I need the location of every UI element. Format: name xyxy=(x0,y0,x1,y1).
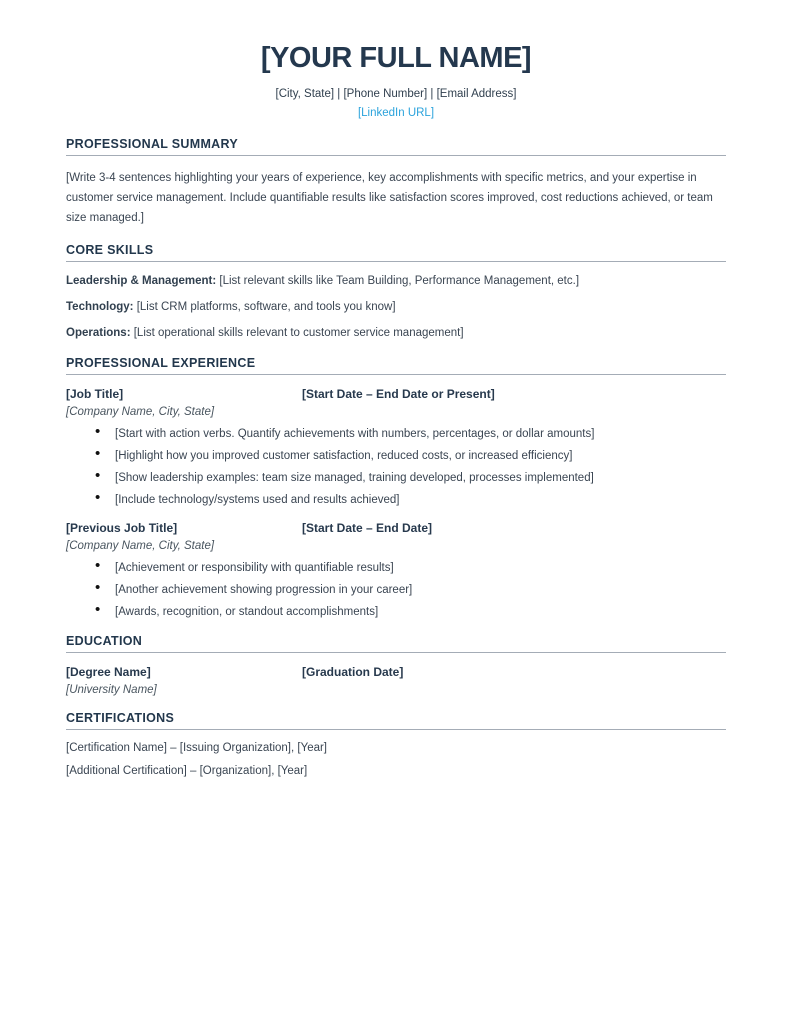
graduation-date-placeholder: [Graduation Date] xyxy=(302,665,404,679)
university-name-placeholder: [University Name] xyxy=(66,684,157,696)
contact-info-line: [City, State] | [Phone Number] | [Email Address] xyxy=(275,88,517,100)
linkedin-line xyxy=(66,107,726,119)
core-skill-operations-text: [List operational skills relevant to customer service management] xyxy=(133,327,464,339)
core-skill-technology-text: [List CRM platforms, software, and tools you know] xyxy=(136,301,396,313)
core-skill-operations xyxy=(66,326,726,341)
job-bullet: • [Achievement or responsibility with quantifiable results] xyxy=(66,561,726,575)
job-bullet: • [Start with action verbs. Quantify achievements with numbers, percentages, or dollar amounts] xyxy=(66,427,726,441)
full-name-placeholder: [YOUR FULL NAME] xyxy=(260,42,532,74)
professional-summary-text: [Write 3-4 sentences highlighting your years of experience, key accomplishments with specific metrics, and your expertise in customer service management. Include quantifiable results like satisfaction scores improved, cost reductions achieved, or team size managed.] xyxy=(66,172,713,224)
core-skill-operations-label: Operations: xyxy=(66,327,134,339)
job-dates-placeholder: [Start Date – End Date or Present] xyxy=(302,387,495,401)
education-entry xyxy=(66,665,726,696)
job-title-row xyxy=(66,387,726,401)
job-company-placeholder: [Company Name, City, State] xyxy=(66,406,215,418)
section-heading-core-skills: CORE SKILLS xyxy=(66,243,726,262)
core-skill-technology xyxy=(66,300,726,315)
job-bullet-list xyxy=(66,561,726,619)
job-bullet-list xyxy=(66,427,726,507)
previous-job-company-placeholder: [Company Name, City, State] xyxy=(66,540,215,552)
job-bullet: • [Include technology/systems used and results achieved] xyxy=(66,493,726,507)
job-bullet: • [Awards, recognition, or standout accomplishments] xyxy=(66,605,726,619)
job-bullet: • [Another achievement showing progression in your career] xyxy=(66,583,726,597)
degree-name-placeholder: [Degree Name] xyxy=(66,665,151,679)
linkedin-url-link[interactable]: [LinkedIn URL] xyxy=(357,107,435,119)
previous-job-title-placeholder: [Previous Job Title] xyxy=(66,521,178,535)
core-skill-technology-label: Technology: xyxy=(66,301,137,313)
section-heading-professional-experience: PROFESSIONAL EXPERIENCE xyxy=(66,356,726,375)
job-bullet: • [Show leadership examples: team size managed, training developed, processes implemented] xyxy=(66,471,726,485)
previous-job-dates-placeholder: [Start Date – End Date] xyxy=(302,521,433,535)
certification-line: [Additional Certification] – [Organization], [Year] xyxy=(66,765,308,777)
core-skill-leadership xyxy=(66,274,726,289)
resume-header xyxy=(66,42,726,119)
job-bullet: • [Highlight how you improved customer satisfaction, reduced costs, or increased efficiency] xyxy=(66,449,726,463)
job-entry-current xyxy=(66,387,726,507)
section-heading-professional-summary: PROFESSIONAL SUMMARY xyxy=(66,137,726,156)
education-title-row xyxy=(66,665,726,679)
job-entry-previous xyxy=(66,521,726,619)
core-skill-leadership-text: [List relevant skills like Team Building, Performance Management, etc.] xyxy=(219,275,580,287)
certification-line: [Certification Name] – [Issuing Organization], [Year] xyxy=(66,742,328,754)
section-heading-certifications: CERTIFICATIONS xyxy=(66,711,726,730)
job-title-row xyxy=(66,521,726,535)
job-title-placeholder: [Job Title] xyxy=(66,387,124,401)
section-heading-education: EDUCATION xyxy=(66,634,726,653)
core-skill-leadership-label: Leadership & Management: xyxy=(66,275,220,287)
